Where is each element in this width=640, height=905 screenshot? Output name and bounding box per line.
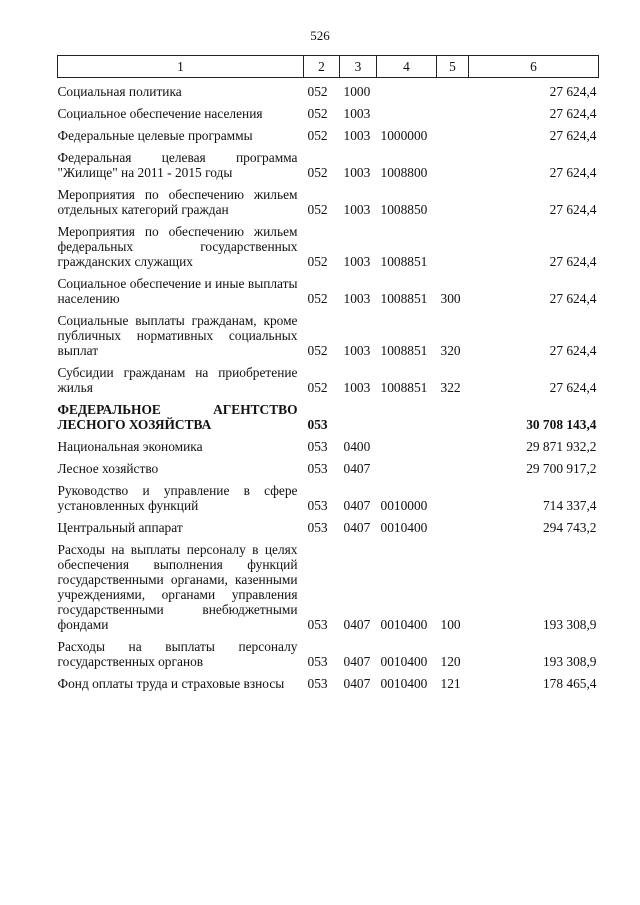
- ministry-code: 052: [307, 291, 328, 306]
- item-name: Социальное обеспечение и иные выплаты населению: [57, 276, 298, 306]
- table-row: [58, 103, 599, 125]
- amount: 714 337,4: [542, 498, 597, 513]
- amount: 27 624,4: [549, 343, 597, 358]
- item-name: Расходы на выплаты персоналу государственных органов: [57, 639, 298, 669]
- section-code: 0407: [343, 461, 371, 476]
- amount: 29 700 917,2: [526, 461, 597, 476]
- target-article-code: [377, 399, 437, 436]
- section-code: 1003: [343, 291, 371, 306]
- section-code: 1003: [343, 202, 371, 217]
- section-code: 0407: [343, 617, 371, 632]
- item-name: Мероприятия по обеспечению жильем федеральных государственных гражданских служащих: [57, 224, 298, 269]
- table-row: [58, 362, 599, 399]
- section-code: 1003: [343, 343, 371, 358]
- target-article-code: 1008800: [380, 165, 428, 180]
- target-article-code: 0010000: [380, 498, 428, 513]
- item-name: Фонд оплаты труда и страховые взносы: [57, 676, 285, 691]
- expense-type-code: [437, 480, 469, 517]
- section-code: 1003: [343, 106, 371, 121]
- expense-type-code: 300: [440, 291, 461, 306]
- expense-type-code: [437, 399, 469, 436]
- budget-table: [57, 55, 599, 695]
- ministry-code: 053: [307, 520, 328, 535]
- table-row: [58, 458, 599, 480]
- table-row: [58, 147, 599, 184]
- table-row: [58, 310, 599, 362]
- target-article-code: 1000000: [380, 128, 428, 143]
- ministry-code: 052: [307, 165, 328, 180]
- ministry-code: 053: [307, 498, 328, 513]
- item-name: Социальная политика: [57, 84, 182, 99]
- target-article-code: 1008851: [380, 291, 428, 306]
- target-article-code: [377, 436, 437, 458]
- table-row: [58, 399, 599, 436]
- item-name: Руководство и управление в сфере установленных функций: [57, 483, 298, 513]
- expense-type-code: 100: [440, 617, 461, 632]
- expense-type-code: [437, 78, 469, 104]
- ministry-code: 052: [307, 380, 328, 395]
- ministry-code: 053: [307, 417, 328, 432]
- amount: 30 708 143,4: [526, 417, 597, 432]
- expense-type-code: [437, 184, 469, 221]
- amount: 27 624,4: [549, 106, 597, 121]
- header-col-6: 6: [469, 56, 599, 78]
- section-code: 0407: [343, 520, 371, 535]
- item-name: Мероприятия по обеспечению жильем отдельных категорий граждан: [57, 187, 298, 217]
- page-number: 526: [310, 28, 330, 43]
- expense-type-code: [437, 436, 469, 458]
- expense-type-code: [437, 125, 469, 147]
- target-article-code: 0010400: [380, 654, 428, 669]
- section-code: 0400: [343, 439, 371, 454]
- amount: 193 308,9: [542, 617, 597, 632]
- amount: 29 871 932,2: [526, 439, 597, 454]
- expense-type-code: 121: [440, 676, 461, 691]
- amount: 294 743,2: [542, 520, 597, 535]
- amount: 27 624,4: [549, 165, 597, 180]
- item-name: Лесное хозяйство: [57, 461, 159, 476]
- ministry-code: 052: [307, 128, 328, 143]
- item-name: Расходы на выплаты персоналу в целях обеспечения выполнения функций государственными органами, казенными учреждениями, органами управления государственными внебюджетными фондами: [57, 542, 298, 632]
- item-name: Социальные выплаты гражданам, кроме публичных нормативных социальных выплат: [57, 313, 298, 358]
- target-article-code: 1008851: [380, 380, 428, 395]
- section-code: 1003: [343, 380, 371, 395]
- header-row: [58, 56, 599, 78]
- ministry-code: 052: [307, 254, 328, 269]
- ministry-code: 052: [307, 343, 328, 358]
- ministry-code: 053: [307, 617, 328, 632]
- target-article-code: [377, 458, 437, 480]
- amount: 178 465,4: [542, 676, 597, 691]
- target-article-code: 0010400: [380, 617, 428, 632]
- target-article-code: [377, 103, 437, 125]
- section-code: 0407: [343, 676, 371, 691]
- ministry-code: 053: [307, 461, 328, 476]
- item-name: Федеральная целевая программа "Жилище" на 2011 - 2015 годы: [57, 150, 298, 180]
- header-col-4: 4: [377, 56, 437, 78]
- item-name: Национальная экономика: [57, 439, 203, 454]
- amount: 27 624,4: [549, 380, 597, 395]
- expense-type-code: [437, 517, 469, 539]
- target-article-code: 0010400: [380, 520, 428, 535]
- table-row: [58, 480, 599, 517]
- amount: 27 624,4: [549, 128, 597, 143]
- section-code: 0407: [343, 498, 371, 513]
- target-article-code: 1008850: [380, 202, 428, 217]
- ministry-code: 053: [307, 439, 328, 454]
- ministry-code: 052: [307, 202, 328, 217]
- table-row: [58, 78, 599, 104]
- table-row: [58, 517, 599, 539]
- expense-type-code: [437, 221, 469, 273]
- header-col-3: 3: [340, 56, 377, 78]
- amount: 27 624,4: [549, 202, 597, 217]
- ministry-code: 053: [307, 654, 328, 669]
- table-row: [58, 539, 599, 636]
- table-body: [58, 78, 599, 696]
- table-row: [58, 436, 599, 458]
- target-article-code: 1008851: [380, 254, 428, 269]
- ministry-code: 052: [307, 106, 328, 121]
- expense-type-code: [437, 458, 469, 480]
- amount: 27 624,4: [549, 254, 597, 269]
- ministry-code: 053: [307, 676, 328, 691]
- header-col-2: 2: [304, 56, 340, 78]
- expense-type-code: [437, 147, 469, 184]
- ministry-code: 052: [307, 84, 328, 99]
- item-name: Субсидии гражданам на приобретение жилья: [57, 365, 298, 395]
- amount: 193 308,9: [542, 654, 597, 669]
- target-article-code: [377, 78, 437, 104]
- item-name: Центральный аппарат: [57, 520, 183, 535]
- expense-type-code: [437, 103, 469, 125]
- amount: 27 624,4: [549, 84, 597, 99]
- expense-type-code: 120: [440, 654, 461, 669]
- section-code: 1003: [343, 165, 371, 180]
- section-code: [340, 399, 377, 436]
- table-row: [58, 125, 599, 147]
- expense-type-code: 320: [440, 343, 461, 358]
- target-article-code: 0010400: [380, 676, 428, 691]
- item-name: Социальное обеспечение населения: [57, 106, 263, 121]
- item-name: Федеральные целевые программы: [57, 128, 253, 143]
- table-row: [58, 673, 599, 695]
- item-name: ФЕДЕРАЛЬНОЕ АГЕНТСТВО ЛЕСНОГО ХОЗЯЙСТВА: [57, 402, 298, 432]
- expense-type-code: 322: [440, 380, 461, 395]
- section-code: 1000: [343, 84, 371, 99]
- table-row: [58, 184, 599, 221]
- table-row: [58, 221, 599, 273]
- table-row: [58, 636, 599, 673]
- section-code: 1003: [343, 128, 371, 143]
- table-row: [58, 273, 599, 310]
- header-col-5: 5: [437, 56, 469, 78]
- target-article-code: 1008851: [380, 343, 428, 358]
- amount: 27 624,4: [549, 291, 597, 306]
- section-code: 0407: [343, 654, 371, 669]
- section-code: 1003: [343, 254, 371, 269]
- header-col-1: 1: [58, 56, 304, 78]
